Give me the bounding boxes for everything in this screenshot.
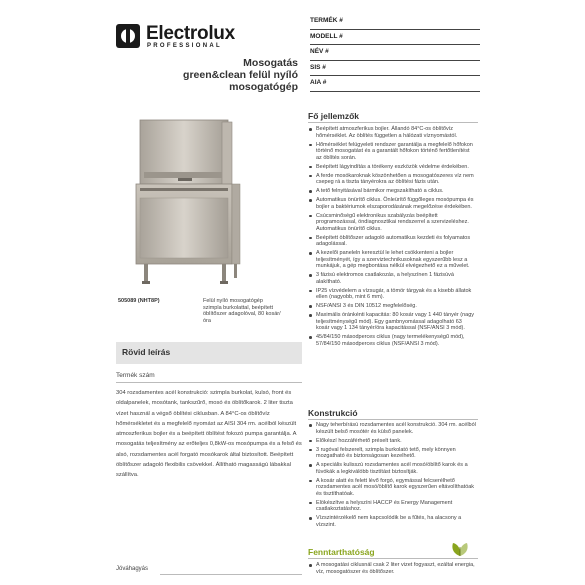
form-label: MODELL # [310, 32, 343, 40]
title-line-3: mosogatógép [229, 81, 298, 93]
electrolux-logo-icon [116, 24, 140, 48]
feature-item: Csúcsminőségű elektronikus szabályzás beépített programozással, öndiagnosztikai rendszerrel a szervizeléshez. Automatikus önürítő ciklus. [308, 213, 476, 233]
feature-item: A kezelői paneleln keresztül le lehet csökkenteni a bojler teljesítményét, így a szerviztechnikusoknak egyszerűbb lesz a munkájuk, a gép megbontása nélkül elvégezhető ez a művelet. [308, 250, 476, 270]
form-row-nev[interactable] [310, 45, 480, 61]
construction-item: Nagy teherbírású rozsdamentes acél konstrukció. 304 rm. acélból készült belső mosótér és külső panelek. [308, 422, 476, 435]
construction-item: Elökészítve a helyszíni HACCP és Energy Management csatlakoztatáshoz. [308, 500, 476, 513]
form-row-aia[interactable] [310, 76, 480, 92]
leaf-icon [448, 541, 472, 557]
sustainability-item: A mosogatási ciklusnál csak 2 liter vizet fogyaszt, ezáltal energia, víz, mosogatószer és öblítőszer. [308, 562, 476, 575]
approval-label: Jóváhagyás [116, 566, 149, 572]
feature-item: Maximális óránkénti kapacitás: 80 kosár vagy 1 440 tányér (nagy teljesítménységű mód). Egy gambnyomással adagolható 63 kosár vagy 1 134 tányér/óra kapacitással (NSF/ANSI 3 mód). [308, 312, 476, 332]
feature-item: Beépített lágyindítás a törékeny eszközök védelme érdekében. [308, 164, 476, 171]
product-code: 505089 (NHT8P) [118, 298, 160, 304]
sustainability-title: Fenntarthatóság [308, 547, 375, 557]
form-row-modell[interactable] [310, 30, 480, 46]
construction-item: 3 rugóval felszerelt, szimpla burkolató tető, mely könnyen mozgatható és biztonságosan kezelhető. [308, 447, 476, 460]
feature-item: A tető felnyitásával bármikor megszakítható a ciklus. [308, 188, 476, 195]
title-line-1: Mosogatás [243, 57, 298, 69]
short-desc-text: 304 rozsdamentes acél konstrukció: szimpla burkolat, kulsó, front és oldalpanelek, mosótank, tankszűrő, mosó és öblítőkarok. 2 liter tiszta vízet használ a végső öblítési ciklusban. A 84°C-os öblítővíz hőmérsékletet és a megfelelő nyomást az AISI 304 rm. acélból készült atmoszferikus bojler és a beépített öblítést fokozó pumpa garantálja. A mosogatás teljesítmény az erőteljes 0,8kW-os mosópumpa és a felső és alsó, rozsdamentes acél forgató mosókarok által biztosított. Beépített öblítőszer adagoló flexibilis csövekkel. Állítható magasságú lábakkal szállítva. [116, 390, 302, 479]
feature-item: Automatikus önürítő ciklus. Önleürítő függőleges mosópumpa és bojler a baktériumok elszaporodásának megelőzése érdekében. [308, 197, 476, 210]
feature-item: Beépített öblítőszer adagoló automatikus kezdeti és folyamatos adagolással. [308, 235, 476, 248]
feature-item: Beépített atmoszferikus bojler. Állandó 84°C-os öblítővíz hőmérséklet. Az öblítés független a hálózati víznyomástól. [308, 126, 476, 139]
form-label: TERMÉK # [310, 17, 343, 24]
brand-name: Electrolux [146, 23, 235, 44]
divider [308, 558, 478, 559]
feature-item: 45/84/150 másodperces ciklus (nagy termelékenységű mód), 57/84/150 másodperces ciklus (NSF/ANSI 3 mód). [308, 334, 476, 347]
feature-item: 3 fázisú elektromos csatlakozás, a helyszínen 1 fázisúvá alakítható. [308, 272, 476, 285]
feature-item: Hőmérséklet felügyeleti rendszer garantálja a megfelelő hőfokon történő mosogatást és a garantált hőfokon történő fertőtlenítést az öblítés során. [308, 142, 476, 162]
construction-item: A kosár alatt és felett lévő forgó, egymással felcserélhető rozsdamentes acél mosó/öblítő karok egyszerűen eltávolíthatóak és tisztíthatóak. [308, 478, 476, 498]
title-line-2: green&clean felül nyíló [183, 69, 298, 81]
form-row-termek[interactable] [310, 14, 480, 30]
form-label: SIS # [310, 63, 326, 71]
construction-title: Konstrukció [308, 408, 358, 418]
features-list [308, 126, 476, 350]
feature-item: IP25 vízvédelem a vízsugár, a tömör tárgyak és a kisebb állatok ellen (nagyobb, mint 6 mm). [308, 288, 476, 301]
approval-line [160, 574, 302, 575]
sustainability-list [308, 562, 476, 578]
construction-item: A speciális kulisszú rozsdamentes acél mosó/öblítő karok és a fúvókák a legkiválóbb tisztítást biztosítják. [308, 462, 476, 475]
product-number-label: Termék szám [116, 372, 155, 379]
page-title [150, 57, 298, 93]
dishwasher-image [118, 118, 254, 288]
brand-subtitle: PROFESSIONAL [147, 43, 222, 49]
feature-item: NSF/ANSI 3 és DIN 10512 megfelelőség. [308, 303, 476, 310]
form-row-sis[interactable] [310, 61, 480, 77]
construction-list [308, 422, 476, 531]
divider [116, 382, 302, 383]
construction-item: Előkészí hozzáférhető préselt tank. [308, 438, 476, 445]
brand-logo [116, 24, 266, 54]
product-caption: Felül nyíló mosogatógép szimpla burkolattal, beépített öblítőszer adagolóval, 80 kosár/óra [203, 298, 281, 324]
feature-item: A ferde mosókaroknak köszönhetően a mosogatószeres víz nem csepeg rá a tiszta tányérokra az öblítési fázis után. [308, 173, 476, 186]
short-desc-title: Rövid leírás [122, 347, 171, 357]
divider [308, 419, 478, 420]
product-form [310, 14, 480, 92]
form-label: AIA # [310, 79, 327, 86]
form-label: NÉV # [310, 48, 329, 55]
construction-item: Vízszintérzékelő nem kapcsolódik be a fűtés, ha alacsony a vízszint. [308, 515, 476, 528]
features-title: Fő jellemzők [308, 111, 360, 121]
divider [308, 122, 478, 123]
